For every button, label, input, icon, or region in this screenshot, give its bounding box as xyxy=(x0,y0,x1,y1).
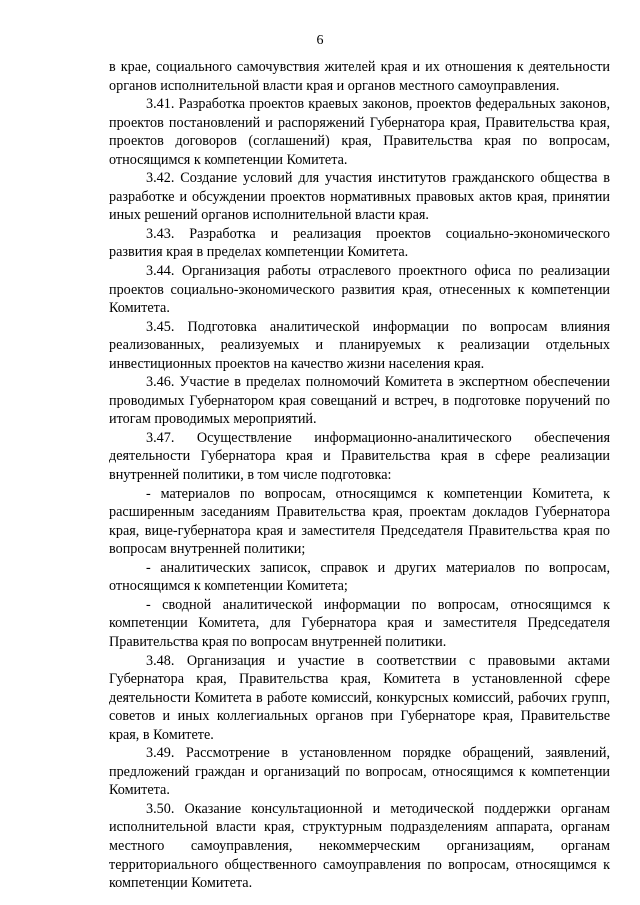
page-number: 6 xyxy=(316,33,324,48)
list-item-materials: - материалов по вопросам, относящимся к компетенции Комитета, к расширенным заседаниям Правительства края, проектам докладов Губернатора края, вице-губернатора края и заместителя Председателя Правительства края по вопросам внутренней политики; xyxy=(109,485,610,558)
paragraph-3-49: 3.49. Рассмотрение в установленном порядке обращений, заявлений, предложений граждан и организаций по вопросам, относящимся к компетенции Комитета. xyxy=(109,745,610,799)
list-item-analytical-notes: - аналитических записок, справок и других материалов по вопросам, относящимся к компетенции Комитета; xyxy=(109,559,610,595)
paragraph-3-48: 3.48. Организация и участие в соответствии с правовыми актами Губернатора края, Правительства края, Комитета в установленной сфере деятельности Комитета в работе комиссий, конкурсных комиссий, рабочих групп, советов и иных коллегиальных органов при Губернаторе края, Правительстве края, в Комитете. xyxy=(109,652,610,743)
paragraph-3-46: 3.46. Участие в пределах полномочий Комитета в экспертном обеспечении проводимых Губернатором края совещаний и встреч, в подготовке поручений по итогам проводимых мероприятий. xyxy=(109,374,610,428)
paragraph-continuation: в крае, социального самочувствия жителей края и их отношения к деятельности органов исполнительной власти края и органов местного самоуправления. xyxy=(109,59,610,94)
paragraph-3-44: 3.44. Организация работы отраслевого проектного офиса по реализации проектов социально-экономического развития края, отнесенных к компетенции Комитета. xyxy=(109,263,610,317)
paragraph-3-47: 3.47. Осуществление информационно-аналитического обеспечения деятельности Губернатора края и Правительства края в сфере реализации внутренней политики, в том числе подготовка: xyxy=(109,429,610,484)
paragraph-3-41: 3.41. Разработка проектов краевых законов, проектов федеральных законов, проектов постановлений и распоряжений Губернатора края, Правительства края, проектов договоров (соглашений) края, Правительства края по вопросам, относящимся к компетенции Комитета. xyxy=(109,96,610,168)
paragraph-3-50: 3.50. Оказание консультационной и методической поддержки органам исполнительной власти края, структурным подразделениям аппарата, органам местного самоуправления, некоммерческим организациям, органам территориального общественного самоуправления по вопросам, относящимся к компетенции Комитета. xyxy=(109,800,610,892)
document-body xyxy=(109,58,610,893)
paragraph-3-45: 3.45. Подготовка аналитической информации по вопросам влияния реализованных, реализуемых и планируемых к реализации отдельных инвестиционных проектов на качество жизни населения края. xyxy=(109,318,610,372)
paragraph-3-43: 3.43. Разработка и реализация проектов социально-экономического развития края в пределах компетенции Комитета. xyxy=(109,225,610,261)
list-item-summary-information: - сводной аналитической информации по вопросам, относящимся к компетенции Комитета, для Губернатора края и заместителя Председателя Правительства края по вопросам внутренней политики. xyxy=(109,596,610,650)
paragraph-3-42: 3.42. Создание условий для участия институтов гражданского общества в разработке и обсуждении проектов нормативных правовых актов края, принятии иных решений органов исполнительной власти края. xyxy=(109,170,610,224)
